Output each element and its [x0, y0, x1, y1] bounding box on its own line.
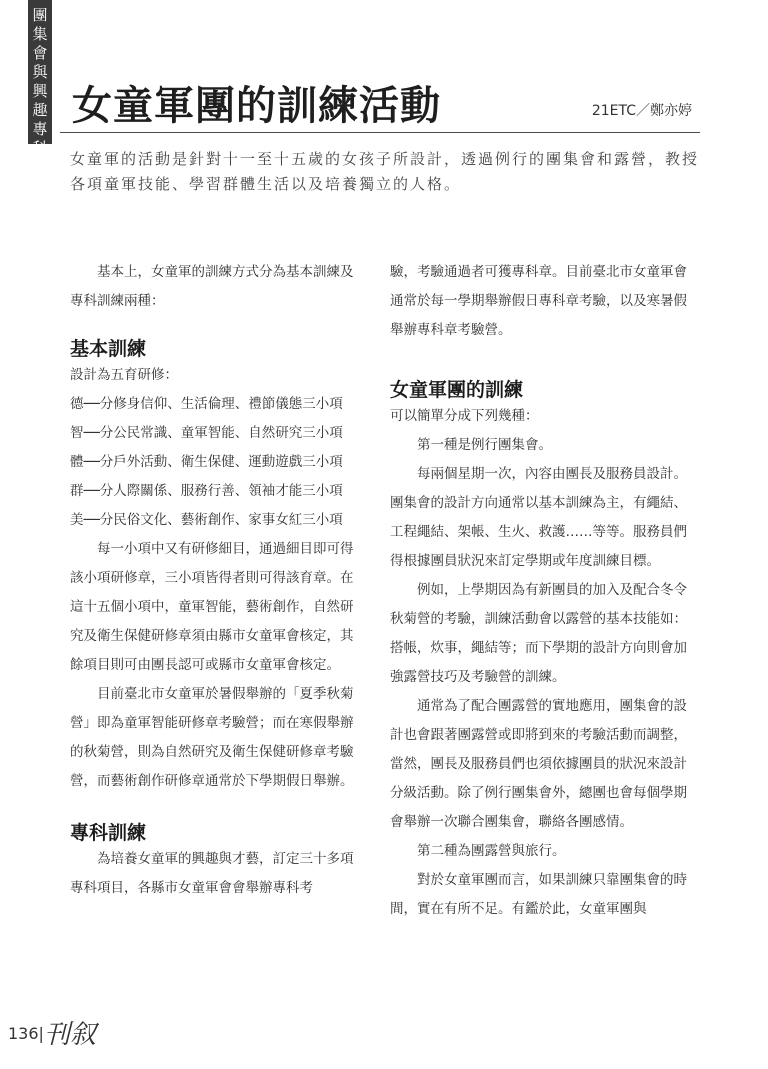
title-divider [60, 132, 700, 133]
left-column [70, 258, 365, 903]
paragraph-camps: 目前臺北市女童軍於暑假舉辦的「夏季秋菊營」即為童軍智能研修章考驗營；而在寒假舉辦的秋菊營，則為自然研究及衛生保健研修章考驗營，而藝術創作研修章通常於下學期假日舉辦。 [70, 686, 354, 789]
type-two: 第二種為團露營與旅行。 [417, 843, 566, 859]
paragraph-subitems: 每一小項中又有研修細目，通過細目即可得該小項研修章，三小項皆得者則可得該育章。在這十五個小項中，童軍智能，藝術創作，自然研究及衛生保健研修章須由縣市女童軍會核定，其餘項目則可由團長認可或縣市女童軍會核定。 [70, 541, 354, 673]
troop-lead: 可以簡單分成下列幾種： [390, 408, 539, 424]
intro-paragraph: 基本上，女童軍的訓練方式分為基本訓練及專科訓練兩種： [70, 264, 354, 309]
paragraph-camping: 對於女童軍團而言，如果訓練只靠團集會的時間，實在有所不足。有鑑於此，女童軍團與 [390, 872, 687, 917]
section-tab [28, 0, 52, 157]
type-one: 第一種是例行團集會。 [417, 437, 552, 453]
section-tab-label: 團集會與興趣專科 [32, 6, 48, 157]
heading-troop-training: 女童軍團的訓練 [390, 379, 524, 401]
basic-lead: 設計為五育研修： [70, 367, 178, 383]
heading-special-training: 專科訓練 [70, 822, 147, 844]
right-column [390, 258, 688, 924]
paragraph-example: 例如，上學期因為有新團員的加入及配合冬令秋菊營的考驗，訓練活動會以露營的基本技能如：搭帳，炊事，繩結等；而下學期的設計方向則會加強露營技巧及考驗營的訓練。 [390, 582, 687, 685]
paragraph-special: 為培養女童軍的興趣與才藝，訂定三十多項專科項目，各縣市女童軍會會舉辦專科考 [70, 851, 354, 896]
abstract: 女童軍的活動是針對十一至十五歲的女孩子所設計，透過例行的團集會和露營，教授各項童軍技能、學習群體生活以及培養獨立的人格。 [70, 150, 700, 193]
basic-item: 德──分修身信仰、生活倫理、禮節儀態三小項 [70, 396, 343, 412]
byline: 21ETC／鄭亦婷 [591, 103, 692, 119]
page-number: 136| [8, 1024, 44, 1043]
basic-item: 群──分人際關係、服務行善、領袖才能三小項 [70, 483, 343, 499]
article-title: 女童軍團的訓練活動 [72, 83, 441, 129]
paragraph-regular-meeting: 每兩個星期一次，內容由團長及服務員設計。團集會的設計方向通常以基本訓練為主，有繩結、工程繩結、架帳、生火、救護……等等。服務員們得根據團員狀況來訂定學期或年度訓練目標。 [390, 466, 687, 569]
magazine-logo: 刊叙 [44, 1020, 97, 1050]
basic-item: 美──分民俗文化、藝術創作、家事女紅三小項 [70, 512, 343, 528]
paragraph-continued: 驗，考驗通過者可獲專科章。目前臺北市女童軍會通常於每一學期舉辦假日專科章考驗，以及寒暑假舉辦專科章考驗營。 [390, 264, 687, 338]
paragraph-adjustment: 通常為了配合團露營的實地應用，團集會的設計也會跟著團露營或即將到來的考驗活動而調整，當然，團長及服務員們也須依據團員的狀況來設計分級活動。除了例行團集會外，總團也會每個學期會舉辦一次聯合團集會，聯絡各團感情。 [390, 698, 687, 830]
basic-item: 智──分公民常識、童軍智能、自然研究三小項 [70, 425, 343, 441]
basic-item: 體──分戶外活動、衛生保健、運動遊戲三小項 [70, 454, 343, 470]
heading-basic-training: 基本訓練 [70, 338, 147, 360]
